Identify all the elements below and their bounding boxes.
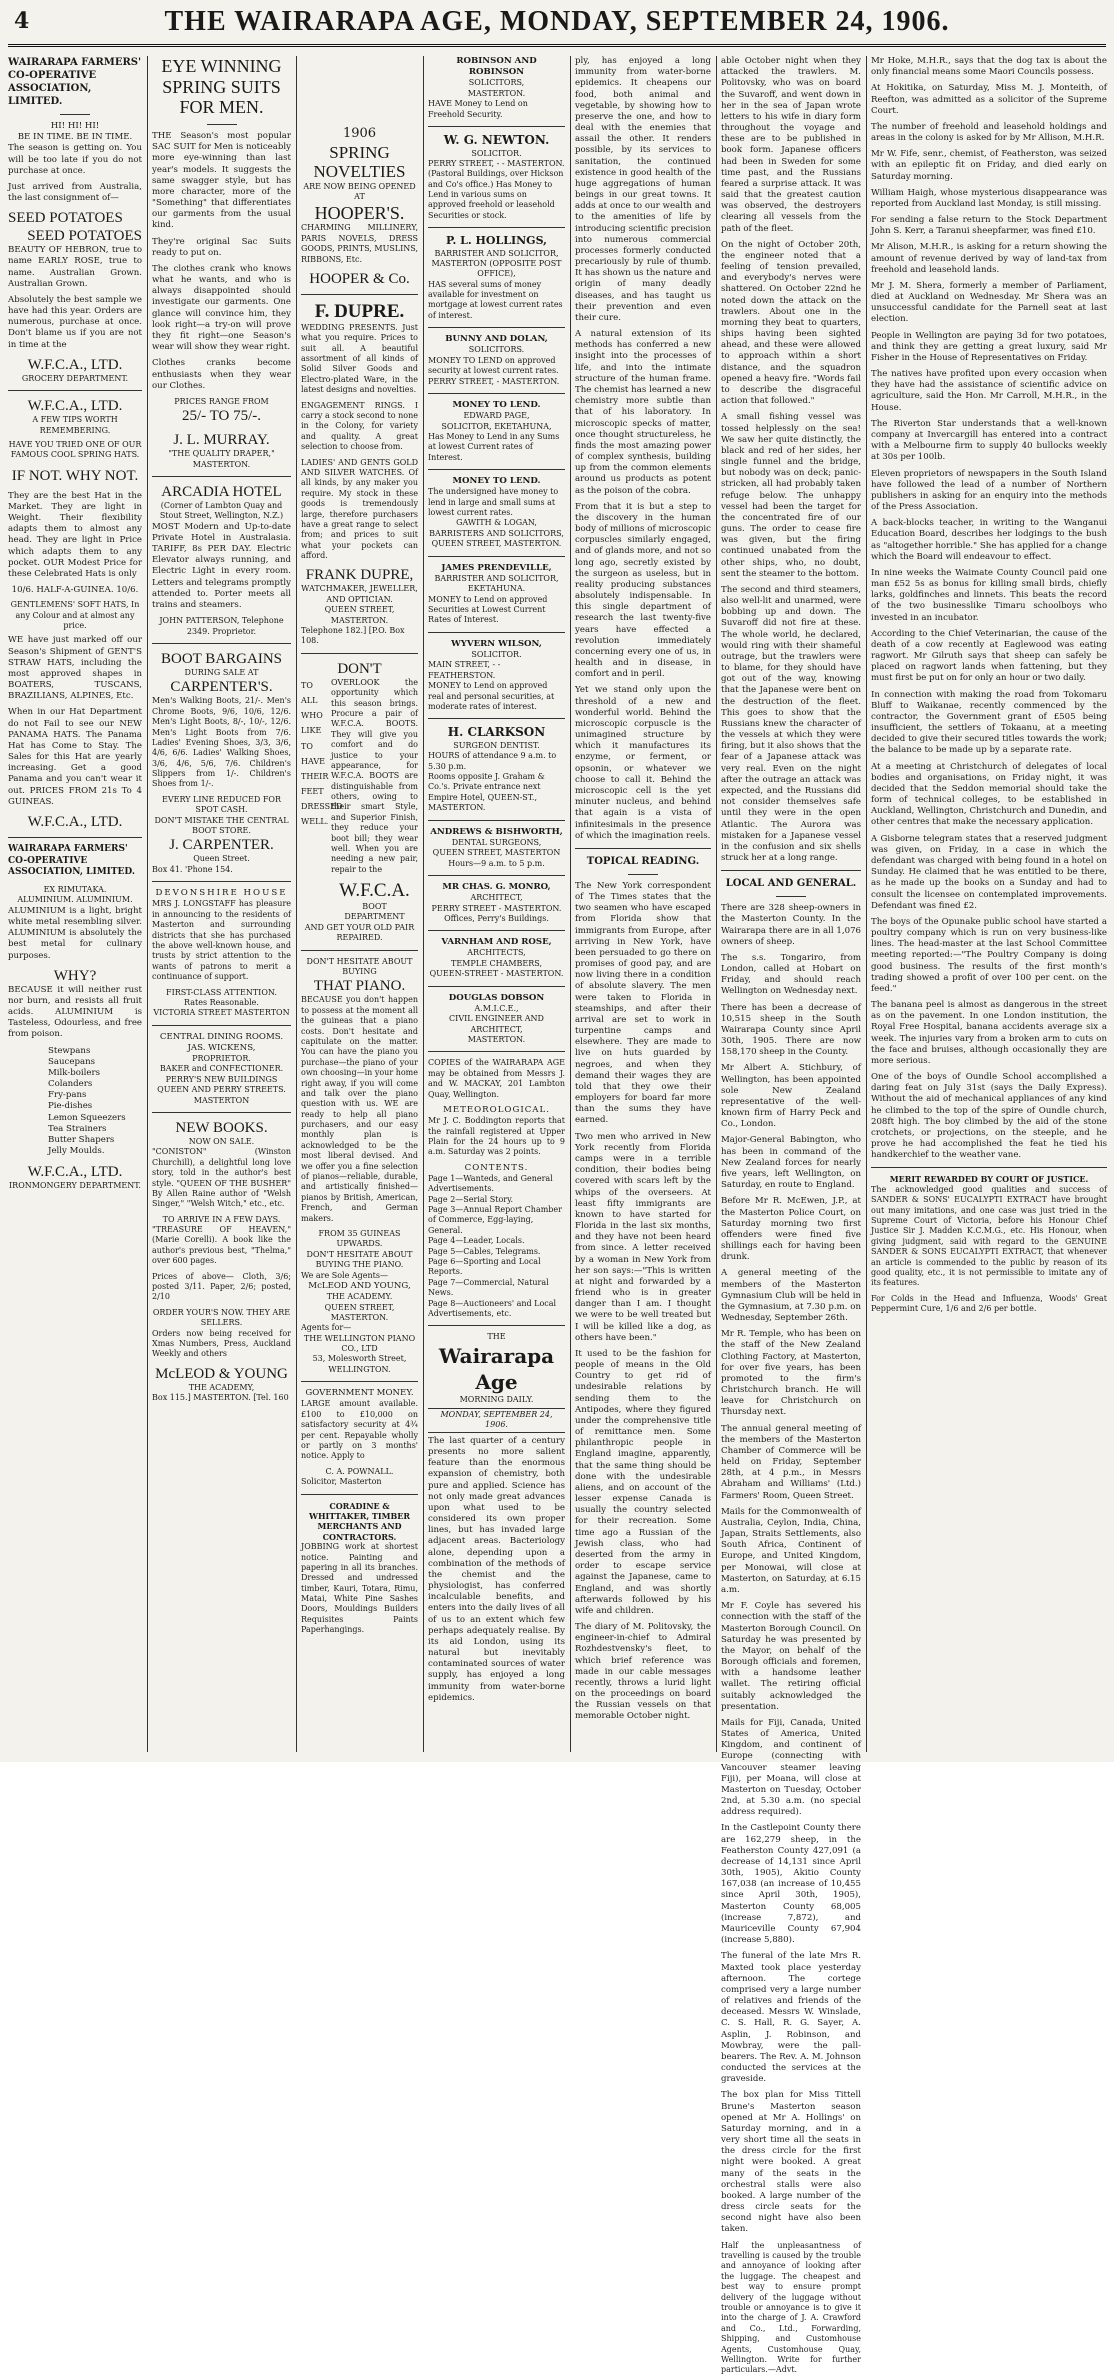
list-item: Page 2—Serial Story. bbox=[428, 1194, 514, 1204]
local-item: Before Mr R. McEwen, J.P., at the Masterton Police Court, on Saturday morning two first offenders were fined five shillings each for having been drunk. bbox=[721, 1196, 861, 1263]
box-tel: Box 115.] MASTERTON. [Tel. 160 bbox=[152, 1393, 289, 1403]
column-6 bbox=[721, 56, 861, 2375]
have-you-tried: HAVE YOU TRIED ONE OF OUR FAMOUS COOL SPRING HATS. bbox=[8, 439, 142, 460]
card-clarkson bbox=[428, 725, 565, 813]
watchmaker: WATCHMAKER, JEWELLER, AND OPTICIAN. bbox=[301, 584, 418, 604]
box-phone: Box 41. 'Phone 154. bbox=[152, 864, 233, 874]
column-divider bbox=[296, 56, 297, 1752]
hi-text: HI! HI! HI! bbox=[50, 121, 100, 131]
local-item: Major-General Babington, who has been in command of the New Zealand forces for nearly five years, left Wellington, on Saturday, en route to England. bbox=[721, 1135, 861, 1191]
card-line: CIVIL ENGINEER AND ARCHITECT, bbox=[449, 1014, 544, 1034]
j-carpenter: J. CARPENTER. bbox=[169, 837, 274, 854]
prices-range: PRICES RANGE FROM bbox=[174, 396, 269, 406]
news-item: The Riverton Star understands that a well-known company at Invercargill has entered into a contract with a Melbourne firm to supply 40 bullocks weekly at 30s per 100lb. bbox=[871, 418, 1107, 463]
seed-potatoes-heading: SEED POTATOES bbox=[8, 210, 123, 227]
masterton: MASTERTON. bbox=[192, 459, 251, 469]
card-line: PERRY STREET - MASTERTON. bbox=[431, 903, 562, 913]
list-item: Page 8—Auctioneers' and Local Advertisements, etc. bbox=[428, 1298, 557, 1318]
card-line: BARRISTERS AND SOLICITORS, QUEEN STREET, MASTERTON. bbox=[429, 528, 564, 549]
boot-bargains: BOOT BARGAINS bbox=[161, 650, 282, 667]
local-item: Mr Albert A. Stichbury, of Wellington, has been appointed sole New Zealand representative of the well-known firm of Harry Peck and Co., London. bbox=[721, 1063, 861, 1130]
card-line: Offices, Perry's Buildings. bbox=[444, 913, 549, 923]
list-item: Tea Strainers bbox=[48, 1123, 107, 1134]
news-item: A back-blocks teacher, in writing to the Wanganui Education Board, describes her lodgings to the bush as "altogether horrible." She has applied for a change which the Board will endeavour to effect. bbox=[871, 518, 1107, 562]
column-7 bbox=[871, 56, 1107, 1752]
card-name: P. L. HOLLINGS, bbox=[446, 234, 547, 248]
card-varnham bbox=[428, 937, 565, 979]
side-word: TO bbox=[301, 741, 313, 751]
every-line: EVERY LINE REDUCED FOR SPOT CASH. bbox=[162, 794, 281, 815]
order-now: ORDER YOUR'S NOW. THEY ARE SELLERS. bbox=[152, 1307, 291, 1328]
list-item: Milk-boilers bbox=[48, 1067, 101, 1078]
if-not-why-not: IF NOT. WHY NOT. bbox=[11, 467, 139, 484]
new-books: NEW BOOKS. bbox=[175, 1119, 268, 1136]
local-item: Half the unpleasantness of travelling is caused by the trouble and annoyance of looking after the luggage. The cheapest and best way to ensure prompt delivery of the luggage without trouble or annoyance is to give it into the charge of J. A. Crawford and Co., Ltd., Forwarding, Shipping, and Customhouse Agents, Customhouse Quay, Wellington. Write for further particulars.—Advt. bbox=[721, 2240, 861, 2375]
article-p3: A small fishing vessel was tossed helplessly on the sea! We saw her quite distinctly, the black and red of her sides, her single funnel and the bridge, but nobody was on deck; panic-stricken, all had probably taken refuge below. The unhappy vessel had been the target for the concentrated fire of our guns. The order to cease fire was given, but the firing continued unabated from the other ships, who, no doubt, sent the steamer to the bottom. bbox=[721, 412, 861, 579]
mcleod-and-young: McLEOD AND YOUNG, bbox=[308, 1280, 411, 1291]
card-line: HOURS of attendance 9 a.m. to 5.30 p.m. bbox=[428, 751, 557, 771]
news-item: Eleven proprietors of newspapers in the South Island have followed the lead of a number of Northern publishers in asking for an enquiry into the methods of the Press Association. bbox=[871, 468, 1107, 513]
news-item: The number of freehold and leasehold holdings and areas in the colony is asked for by Mr Allison, M.H.R. bbox=[871, 121, 1107, 144]
eye-winning-heading: EYE WINNING SPRING SUITS FOR MEN. bbox=[161, 56, 282, 118]
list-item: Page 7—Commercial, Natural News. bbox=[428, 1277, 549, 1298]
card-line: Hours—9 a.m. to 5 p.m. bbox=[448, 858, 545, 868]
page-number: 4 bbox=[14, 8, 30, 34]
arcadia-address: (Corner of Lambton Quay and Stout Street, Wellington, N.Z.) bbox=[159, 501, 284, 521]
card-andrews bbox=[428, 827, 565, 869]
article-p2: On the night of October 20th, the engineer noted that a feeling of tension prevailed, and everybody's nerves were shattered. On October 22nd he noted down the attack on the trawlers. About one in the morning they beat to quarters, ships having been sighted ahead, and these were allowed to approach within a short distance, and the squadron opened a heavy fire. "Words fail to describe the disgraceful action that followed." bbox=[721, 239, 861, 407]
panama-text: When in our Hat Department do not Fail to see our NEW PANAMA HATS. The Panama Hat has Come to Stay. The Sales for this Hat are yearly increasing. Get a good Panama and you can't wear it out. PRICES FROM 21s To 4 GUINEAS. bbox=[8, 707, 142, 807]
leader-date: MONDAY, SEPTEMBER 24, 1906. bbox=[428, 1408, 565, 1433]
wfca-ltd-2: W.F.C.A., LTD. bbox=[27, 398, 123, 415]
boot-dept: BOOT DEPARTMENT bbox=[344, 902, 405, 922]
card-newton bbox=[428, 133, 565, 221]
list-item: Colanders bbox=[48, 1079, 93, 1090]
contents-heading: CONTENTS. bbox=[464, 1162, 529, 1173]
column-2 bbox=[152, 56, 291, 1752]
meteorological: METEOROLOGICAL. bbox=[443, 1104, 550, 1115]
cranks-text: Clothes cranks become enthusiasts when they wear our Clothes. bbox=[152, 358, 291, 391]
news-item: For sending a false return to the Stock Department John S. Kerr, a Taranui sheepfarmer, was fined £10. bbox=[871, 215, 1107, 237]
wfca-ltd-4: W.F.C.A., LTD. bbox=[27, 1164, 123, 1181]
get-repaired: AND GET YOUR OLD PAIR REPAIRED. bbox=[304, 922, 415, 943]
news-item: The boys of the Opunake public school have started a poultry company which is run on very business-like lines. The head-master at the last School Committee meeting reported:—"The Poultry Company is doing good business. The results of the first month's trading showed a profit of over 100 per cent. on the feed." bbox=[871, 916, 1107, 994]
news-item: In nine weeks the Waimate County Council paid one man £52 5s as bonus for killing small birds, chiefly larks, goldfinches and linnets. This beats the record of the two businesslike Timaru schoolboys who invested in an incubator. bbox=[871, 567, 1107, 623]
rates: Rates Reasonable. bbox=[184, 997, 259, 1007]
queen-street: Queen Street. bbox=[193, 854, 250, 864]
card-name: MONEY TO LEND. bbox=[452, 476, 541, 487]
leader-p4: Yet we stand only upon the threshold of a new and wonderful world. Behind the microscopic corpuscle is the unimagined structure by which it manufactures its enzyme, or ferment, or opsonin, or whatever we choose to call it. Behind the microscopic cell is the yet minuter nucleus, and behind that again is a vista of infinitesimals in the presence of which the imagination reels. bbox=[575, 685, 711, 841]
topical-reading: TOPICAL READING. bbox=[586, 855, 700, 867]
the-word: THE bbox=[487, 1332, 506, 1342]
side-words bbox=[301, 678, 343, 923]
molesworth: 53, Molesworth Street, bbox=[312, 1354, 407, 1364]
clothes-text: The clothes crank who knows what he wants, and who is always disappointed should investigate our garments. One glance will convince him, they look right—a try-on will prove they fit right—one Season's wear will show they wear right. bbox=[152, 263, 291, 353]
news-item: At Hokitika, on Saturday, Miss M. J. Monteith, of Reefton, was admitted as a solicitor of the Supreme Court. bbox=[871, 83, 1107, 116]
card-name: JAMES PRENDEVILLE, bbox=[441, 562, 552, 573]
news-item: Mr W. Fife, senr., chemist, of Featherston, was seized with an epileptic fit on Friday, and died early on Saturday morning. bbox=[871, 149, 1107, 182]
card-line: SOLICITOR. bbox=[471, 148, 522, 158]
now-on-sale: NOW ON SALE. bbox=[188, 1136, 255, 1146]
proprietor: PROPRIETOR. bbox=[192, 1054, 251, 1064]
card-line: BARRISTER AND SOLICITOR, bbox=[434, 573, 559, 583]
local-item: There has been a decrease of 10,515 sheep in the South Wairarapa County since April 30th, 1905. There are now 158,170 sheep in the County. bbox=[721, 1002, 861, 1058]
grocery-dept: GROCERY DEPARTMENT. bbox=[21, 373, 129, 383]
prices-above: Prices of above— Cloth, 3/6; posted 3/11. Paper, 2/6; posted, 2/10 bbox=[152, 1271, 291, 1302]
card-line: MASTERTON (OPPOSITE POST OFFICE), bbox=[431, 258, 562, 279]
card-line: Has Money to Lend in any Sums at lowest Current rates of Interest. bbox=[428, 431, 560, 462]
card-line: QUEEN-STREET - MASTERTON. bbox=[429, 969, 564, 979]
original-text: They're original Sac Suits ready to put on. bbox=[152, 236, 291, 258]
news-item: Mr Hoke, M.H.R., says that the dog tax is about the only financial means some Maori Councils possess. bbox=[871, 56, 1107, 78]
from-guineas: FROM 35 GUINEAS UPWARDS. bbox=[318, 1229, 401, 1249]
column-divider bbox=[866, 56, 867, 1752]
column-divider bbox=[147, 56, 148, 1752]
column-3 bbox=[301, 56, 418, 1752]
arcadia-text: MOST Modern and Up-to-date Private Hotel in Australasia. TARIFF, 8s PER DAY. Electric Elevator always running, and Electric Light in every room. Letters and telegrams promptly attended to. Porter meets all trains and steamers. bbox=[152, 521, 291, 610]
card-line: Rooms opposite J. Graham & Co.'s. Private entrance next Empire Hotel, QUEEN-ST., MASTERTON. bbox=[428, 772, 545, 813]
card-name: WYVERN WILSON, bbox=[451, 638, 542, 649]
leader-text: The last quarter of a century presents no more salient feature than the enormous expansion of chemistry, both pure and applied. Science has not only made great advances upon what used to be considered its own proper lines, but has invaded large adjacent areas. Bacteriology alone, depending upon a combination of the methods of the chemist and the physiologist, has conferred incalculable benefits, and enters into the daily lives of all of us to an extent which few perhaps adequately realise. By its aid London, using its natural but inevitably contaminated sources of water supply, has enjoyed a long immunity from water-borne epidemics. bbox=[428, 1435, 565, 1703]
masthead-rule bbox=[8, 44, 1106, 47]
queen-st: QUEEN STREET, MASTERTON. bbox=[324, 605, 395, 625]
local-item: The funeral of the late Mrs R. Maxted took place yesterday afternoon. The cortege comprised very a large number of relatives and friends of the deceased. Messrs W. Winslade, C. S. Hall, R. G. Sayer, A. Asplin, J. Robinson, and Mowbray, were the pall-bearers. The Rev. A. M. Johnson conducted the services at the graveside. bbox=[721, 1951, 861, 2085]
government-money: GOVERNMENT MONEY. bbox=[305, 1388, 414, 1399]
overlook-text: OVERLOOK the opportunity which this season brings. Procure a pair of W.F.C.A. BOOTS. They will give you comfort and do justice to your appearance, for W.F.C.A. BOOTS are distinguishable from others, owing to their smart Style, and Superior Finish, they reduce your boot bill; they wear well. When you are needing a new pair, repair to the bbox=[331, 677, 418, 874]
dont: DON'T bbox=[337, 660, 382, 677]
side-word: HAVE bbox=[301, 756, 325, 766]
first-class: FIRST-CLASS ATTENTION. bbox=[166, 987, 277, 997]
news-item: One of the boys of Oundle School accomplished a daring feat on July 31st (says the Daily Express). Without the aid of mechanical appliances of any kind he climbed to the top of the spire of Oundle church, 208ft high. The boy climbed by the aid of the stone crotchets, or projections, on the steeple, and he prove he had accomplished the feat he tied his handkerchief to the weather vane. bbox=[871, 1072, 1107, 1161]
side-word: WELL. bbox=[301, 817, 329, 827]
local-item: Mails for the Commonwealth of Australia, Ceylon, India, China, Japan, Straits Settlements, also South Africa, Continent of Europe, and United Kingdom, per Monowai, will close at Masterton, on Saturday, at 6.15 a.m. bbox=[721, 1506, 861, 1595]
local-general: LOCAL AND GENERAL. bbox=[725, 878, 857, 890]
ex-rimutaka: EX RIMUTAKA. bbox=[43, 885, 107, 895]
news-item: At a meeting at Christchurch of delegates of local bodies and organisations, on Friday night, it was decided that the Seddon memorial should take the form of technical colleges, to be established in Auckland, Wellington, Christchurch and Dunedin, and other centres that make the necessary application. bbox=[871, 761, 1107, 828]
aluminium-items bbox=[8, 1046, 142, 1158]
card-name: MR CHAS. G. MONRO, bbox=[442, 881, 551, 892]
devonshire-text: MRS J. LONGSTAFF has pleasure in announcing to the residents of Masterton and surrounding districts that she has purchased the above well-known house, and trusts by strict attention to the wants of patrons to merit a continuance of support. bbox=[152, 899, 291, 982]
now-opening: ARE NOW BEING OPENED AT bbox=[303, 181, 416, 202]
eucalypti-text: The acknowledged good qualities and success of SANDER & SONS' EUCALYPTI EXTRACT have brought out many imitations, and one case was just tried in the Supreme Court of Victoria, before his Honour Chief Justice Sir J. Madden K.C.M.G., etc. His Honour, when giving judgment, said with regard to the GENUINE SANDER & SONS EUCALYPTI EXTRACT, that whenever an article is commended to the public by reason of its good quality, etc., it is not permissible to imitate any of its features. bbox=[871, 1184, 1107, 1288]
card-name: W. G. NEWTON. bbox=[443, 132, 550, 147]
season-text: The season is getting on. You will be too late if you do not purchase at once. bbox=[8, 143, 142, 176]
card-line: MAIN STREET, - - FEATHERSTON. bbox=[428, 660, 501, 680]
card-line: PERRY STREET, - - MASTERTON. bbox=[428, 158, 565, 168]
article-p1: able October night when they attacked the trawlers. M. Politovsky, who was on board the Suvaroff, and went down in her in the sea of Japan wrote letters to his wife in diary form throughout the voyage and these are to be published in book form. Japanese officers had been in Sweden for some time past, and the Russians feared a surprise attack. It was said that the greatest caution was observed, the destroyers clearing all vessels from the path of the fleet. bbox=[721, 56, 861, 234]
solicitor: Solicitor, Masterton bbox=[301, 1477, 382, 1487]
during-sale: DURING SALE AT bbox=[184, 667, 259, 677]
card-bunny bbox=[428, 334, 565, 387]
piano-text: BECAUSE you don't happen to possess at the moment all the guineas that a piano costs. Don't hesitate and capitulate on the matter. You can have the piano you purchase—the piano of your own choosing—in your home right away, if you will come and talk over the piano question with us. WE are ready to help all piano purchasers, and our easy monthly plan is acknowledged to be the most liberal devised. And we offer you a fine selection of pianos—reliable, durable, and artistically finished—pianos by British, American, French, and German makers. bbox=[301, 995, 418, 1223]
hooper-co: HOOPER & Co. bbox=[309, 271, 410, 288]
absolutely-text: Absolutely the best sample we have had this year. Orders are numerous, purchase at once. Don't blame us if you are not in time at the bbox=[8, 294, 142, 350]
topical-p4: The diary of M. Politovsky, the engineer-in-chief to Admiral Rozhdestvensky's fleet, to which brief reference was made in our cable messages recently, throws a lurid light on the proceedings on board the Russian vessels on that memorable October night. bbox=[575, 1622, 711, 1722]
card-line: TEMPLE CHAMBERS, bbox=[451, 958, 542, 968]
topical-p1: The New York correspondent of The Times states that the two seamen who have escaped from Florida show that immigrants from Europe, after arriving in New York, have been persuaded to go there on promises of good pay, and are now living there in a condition of absolute slavery. The men were taken to Florida in steamships, and after their arrival are set to work in turpentine camps and elsewhere. They are made to live on huts guarded by negroes, and when they demand their wages they are told that they owe their employers for board far more than the sums they have earned. bbox=[575, 880, 711, 1126]
news-item: The banana peel is almost as dangerous in the street as on the pavement. In one London institution, the Royal Free Hospital, banana accidents average six a week. The injuries vary from a broken arm to cuts on the face and bruises, although occasionally they are more serious. bbox=[871, 1000, 1107, 1066]
card-line: SURGEON DENTIST. bbox=[453, 740, 540, 750]
leader-p1: ply, has enjoyed a long immunity from water-borne epidemics. It cheapens our food, both animal and vegetable, by showing how to preserve the one, and how to deal with the enemies that assail the other. It renders possible, by its services to sanitation, the continued existence in good health of the huge aggregations of human beings in our great towns. It adds at once to our wealth and to the amenities of life by introducing scientific precision into numerous commercial processes formerly conducted precariously by rule of thumb. It has shown us the nature and origin of many deadly diseases, and has taught us their prevention and even their cure. bbox=[575, 56, 711, 323]
card-prendeville bbox=[428, 563, 565, 626]
card-line: HAS several sums of money available for investment on mortgage at lowest current rates of interest. bbox=[428, 279, 563, 320]
leader-p2: A natural extension of its methods has conferred a new insight into the processes of life, and into the intimate structure of the human frame. The chemist has learned a new chemistry more subtle than that of his laboratory. In microscopic specks of matter, once thought structureless, he finds the most amazing power of complex synthesis, building up from the common elements around us products as potent as the poison of the cobra. bbox=[575, 329, 711, 496]
wellington-piano: THE WELLINGTON PIANO CO., LTD bbox=[303, 1333, 416, 1354]
list-item: Page 6—Sporting and Local Reports. bbox=[428, 1256, 541, 1277]
side-word: TO bbox=[301, 680, 313, 690]
news-item: Mr J. M. Shera, formerly a member of Parliament, died at Auckland on Wednesday. Mr Shera was an unsuccessful candidate for the Parnell seat at last election. bbox=[871, 280, 1107, 325]
agents-for: Agents for— bbox=[301, 1323, 352, 1333]
wfca-ltd: W.F.C.A., LTD. bbox=[27, 356, 123, 373]
card-line: QUEEN STREET, MASTERTON bbox=[432, 848, 561, 858]
news-item: In connection with making the road from Tokomaru Bluff to Waikanae, recently commenced by the contractor, the Government grant of £505 being insufficient, the settlers of Tokaanu, at a meeting decided to give their secured titles towards the work; the balance to be made up by a separate rate. bbox=[871, 689, 1107, 756]
dont-mistake: DON'T MISTAKE THE CENTRAL BOOT STORE. bbox=[154, 815, 289, 836]
card-line: The undersigned have money to lend in large and small sums at lowest current rates. bbox=[428, 487, 559, 518]
be-in-time: BE IN TIME. BE IN TIME. bbox=[17, 132, 133, 143]
millinery: CHARMING MILLINERY, PARIS NOVELS, DRESS GOODS, PRINTS, MUSLINS, RIBBONS, Etc. bbox=[301, 223, 419, 264]
column-divider bbox=[423, 56, 424, 1752]
side-word: FEET bbox=[301, 787, 324, 797]
card-line: SOLICITOR, EKETAHUNA, bbox=[441, 421, 552, 431]
pownall: C. A. POWNALL. bbox=[325, 1466, 394, 1476]
queen-perry: QUEEN AND PERRY STREETS. bbox=[157, 1085, 286, 1095]
side-word: DRESSED bbox=[301, 802, 343, 812]
wfca-ltd-3: W.F.C.A., LTD. bbox=[27, 814, 123, 830]
column-divider bbox=[716, 56, 717, 1752]
local-item: The s.s. Tongariro, from London, called at Hobart on Friday, and should reach Wellington on Wednesday next. bbox=[721, 952, 861, 997]
wickens: JAS. WICKENS, bbox=[187, 1042, 256, 1053]
card-line: DENTAL SURGEONS, bbox=[451, 837, 542, 847]
news-item: People in Wellington are paying 3d for two potatoes, and think they are getting a great luxury, said Mr Fisher in the House of Representatives on Friday. bbox=[871, 330, 1107, 363]
card-line: EKETAHUNA. bbox=[467, 584, 526, 594]
half-guinea: 10/6. HALF-A-GUINEA. 10/6. bbox=[11, 585, 139, 596]
card-line: A.M.I.C.E., bbox=[474, 1003, 519, 1013]
list-item: Fry-pans bbox=[48, 1090, 87, 1101]
topical-p3: It used to be the fashion for people of means in the Old Country to get rid of undesirable relations by sending them to the Antipodes, where they figured under the comprehensive title of remittance men. Some philanthropic people in England imagine, apparently, that the same thing should be done with the undesirable aliens, and on account of the lesser expense Canada is usually the country selected for their recreation. Some time ago a Russian of the Jewish class, who had deserted from the army in order to escape service against the Japanese, came to England, and was shortly afterwards followed by his wife and children. bbox=[575, 1348, 711, 1616]
dont-hesitate: DON'T HESITATE ABOUT BUYING bbox=[306, 956, 413, 977]
baker: BAKER and CONFECTIONER. bbox=[159, 1064, 284, 1074]
card-line: MONEY to Lend on approved Securities at Lowest Current Rates of Interest. bbox=[428, 594, 548, 625]
card-dobson bbox=[428, 993, 565, 1046]
murray-name: J. L. MURRAY. bbox=[173, 432, 270, 449]
arrived-text: Just arrived from Australia, the last consignment of— bbox=[8, 181, 142, 204]
dont-hesitate-2: DON'T HESITATE ABOUT BUYING THE PIANO. bbox=[306, 1249, 413, 1270]
column-1 bbox=[8, 56, 142, 1752]
aluminium-heading: ALUMINIUM. ALUMINIUM. bbox=[17, 895, 133, 905]
leader-p3: From that it is but a step to the discovery in the human body of millions of microscopic corpuscles similarly engaged, and of glands more, and not so long ago, secretly existed by the surgeon as useless, but in reality producing substances absolutely indispensable. In this single department of research the last twenty-five years have effected a revolution immediately concerning every one of us, in health and in disease, in comfort and in peril. bbox=[575, 501, 711, 680]
morning-daily: MORNING DAILY. bbox=[459, 1394, 534, 1404]
card-name: ANDREWS & BISHWORTH, bbox=[430, 826, 563, 837]
ad-wfca-header-2: WAIRARAPA FARMERS' CO-OPERATIVE ASSOCIATION, LIMITED. bbox=[8, 844, 136, 878]
card-line: EDWARD PAGE, bbox=[463, 411, 530, 421]
list-item: Page 3—Annual Report Chamber of Commerce, Egg-laying, General. bbox=[428, 1205, 562, 1235]
card-name: MONEY TO LEND. bbox=[452, 400, 541, 410]
suit-text: THE Season's most popular SAC SUIT for Men is noticeably more eye-winning than last year's models. It suggests the same swagger style, but has more character, more of the "Something" that differentiates our garments from the usual kind. bbox=[152, 131, 291, 231]
jobbing-text: JOBBING work at shortest notice. Painting and papering in all its branches. Dressed and undressed timber, Kauri, Totara, Rimu, Matai, White Pine Sashes Doors, Mouldings Builders Requisites Paints Paperhangings. bbox=[301, 1542, 418, 1635]
because-text: BECAUSE it will neither rust nor burn, and resists all fruit acids. ALUMINIUM is Tasteless, Odourless, and free from poison. bbox=[8, 984, 142, 1040]
price-range-value: 25/- TO 75/-. bbox=[181, 408, 262, 425]
aluminium-text: ALUMINIUM is a light, bright white metal resembling silver. ALUMINIUM is absolutely the best metal for culinary purposes. bbox=[8, 905, 142, 961]
straw-hats-text: WE have just marked off our Season's Shipment of GENT'S STRAW HATS, including the most approved shapes in BOATERS, TUSCANS, BRAZILIANS, ALPINES, Etc. bbox=[8, 635, 142, 702]
year: 1906 bbox=[342, 126, 377, 141]
card-line: ARCHITECT, bbox=[470, 893, 523, 903]
quality-draper: "THE QUALITY DRAPER," bbox=[168, 449, 275, 459]
card-line: (Pastoral Buildings, over Hickson and Co's office.) Has Money to Lend in various sums on approved freehold or leasehold Securities or stock. bbox=[428, 169, 564, 220]
masthead bbox=[0, 0, 1114, 50]
academy: THE ACADEMY, bbox=[188, 1382, 255, 1392]
list-item: Stewpans bbox=[48, 1045, 91, 1056]
dont-ad bbox=[301, 678, 418, 923]
copies-text: COPIES of the WAIRARAPA AGE may be obtained from Messrs J. and W. MACKAY, 201 Lambton Quay, Wellington. bbox=[428, 1058, 565, 1099]
central-dining: CENTRAL DINING ROOMS. bbox=[159, 1031, 284, 1042]
local-item: Mr R. Temple, who has been on the staff of the New Zealand Clothing Factory, at Masterton, for over five years, has been promoted to the firm's Christchurch branch. He will leave for Christchurch on Thursday next. bbox=[721, 1329, 861, 1418]
ironmongery: IRONMONGERY DEPARTMENT. bbox=[9, 1181, 141, 1191]
wedding-text: WEDDING PRESENTS. Just what you require. Prices to suit all. A beautiful assortment of all kinds of Solid Silver Goods and Electro-plated Ware, in the latest designs and novelties. bbox=[301, 322, 418, 395]
local-item: A general meeting of the members of the Masterton Gymnasium Club will be held in the Gymnasium, at 7.30 p.m. on Wednesday, September 26th. bbox=[721, 1268, 861, 1324]
news-item: A Gisborne telegram states that a reserved judgment was given, on Friday, in a case in which the defendant was charged with being found in a hotel on Sunday. He claimed that he was entitled to be there, as he made up the books on a Sunday and had to consult the licensee on contemplated improvements. Defendant was fined £2. bbox=[871, 833, 1107, 911]
column-5 bbox=[575, 56, 711, 1752]
side-word: LIKE bbox=[301, 726, 322, 736]
gents-hats: GENTLEMENS' SOFT HATS, In any Colour and at almost any price. bbox=[10, 600, 140, 631]
list-item: Saucepans bbox=[48, 1056, 96, 1067]
card-robinson bbox=[428, 56, 565, 120]
hoopers: HOOPER'S. bbox=[314, 202, 405, 223]
seed-potatoes-heading-2: SEED POTATOES bbox=[27, 228, 142, 245]
watches-text: LADIES' AND GENTS GOLD AND SILVER WATCHES. Of all kinds, by any maker you require. My stock in these goods is tremendously large, therefore purchasers have a great range to select from; and prices to suit what your pockets can afford. bbox=[301, 457, 418, 561]
the-academy: THE ACADEMY. bbox=[326, 1292, 393, 1302]
queen-st-2: QUEEN STREET, MASTERTON. bbox=[324, 1302, 395, 1322]
hat-text: They are the best Hat in the Market. They are light in Weight. Their flexibility adapts them to almost any head. They are light in Price which adapts them to any pocket. OUR Modest Price for these Celebrated Hats is only bbox=[8, 490, 142, 579]
card-line: SOLICITOR. bbox=[471, 649, 522, 659]
card-line: GAWITH & LOGAN, bbox=[456, 518, 537, 528]
sole-agents: We are Sole Agents— bbox=[301, 1270, 388, 1280]
card-line: MONEY TO LEND on approved security at lowest current rates. bbox=[428, 355, 559, 376]
patterson: JOHN PATTERSON, Telephone 2349. Proprietor. bbox=[159, 616, 284, 636]
side-word: WHO bbox=[301, 711, 323, 721]
card-hollings bbox=[428, 234, 565, 321]
card-name: H. CLARKSON bbox=[447, 725, 546, 740]
card-line: SOLICITORS. bbox=[468, 345, 525, 355]
news-item: William Haigh, whose mysterious disappearance was reported from Auckland last Monday, is still missing. bbox=[871, 187, 1107, 209]
local-item: Mr F. Coyle has severed his connection with the staff of the Masterton Borough Council. On Saturday he was presented by the Mayor, on behalf of the Borough officials and foremen, with a handsome leather wallet. The retiring official suitably acknowledged the presentation. bbox=[721, 1601, 861, 1712]
mcleod-young: McLEOD & YOUNG bbox=[155, 1365, 288, 1382]
wairarapa-age-logo: Wairarapa Age bbox=[438, 1343, 555, 1394]
local-item: In the Castlepoint County there are 162,279 sheep, in the Featherston County 427,091 (a decrease of 14,131 since April 30th, 1905), Akitio County 167,038 (an increase of 10,455 since April 30th, 1905), Masterton County 68,005 (increase 7,872), and Mauriceville County 67,904 (increase 5,880). bbox=[721, 1823, 861, 1946]
local-item: The box plan for Miss Tittell Brune's Masterton season opened at Mr A. Hollings' on Saturday morning, and in a very short time all the seats in the dress circle for the first night were booked. A great many of the seats in the orchestral stalls were also booked. A large number of the dress circle seats for the second night have also been taken. bbox=[721, 2090, 861, 2235]
colds-text: For Colds in the Head and Influenza, Woods' Great Peppermint Cure, 1/6 and 2/6 per bottle. bbox=[871, 1293, 1107, 1314]
carpenters: CARPENTER'S. bbox=[170, 679, 273, 696]
list-item: Butter Shapers bbox=[48, 1134, 115, 1145]
spring-novelties: SPRING NOVELTIES bbox=[313, 142, 406, 182]
wellington: WELLINGTON. bbox=[328, 1364, 391, 1374]
contents-list bbox=[428, 1174, 565, 1319]
card-line: SOLICITORS, bbox=[468, 78, 525, 88]
card-monro bbox=[428, 882, 565, 924]
column-divider bbox=[570, 56, 571, 1752]
wfca: W.F.C.A. bbox=[339, 880, 410, 902]
local-item: Mails for Fiji, Canada, United States of America, United Kingdom, and continent of Europe (connecting with Vancouver steamer leaving Fiji), per Moana, will close at Masterton on Tuesday, October 2nd, at 5.30 a.m. (no special address required). bbox=[721, 1717, 861, 1818]
local-item: There are 328 sheep-owners in the Masterton County. In the Wairarapa there are in all 1,076 owners of sheep. bbox=[721, 903, 861, 947]
why-heading: WHY? bbox=[53, 967, 97, 984]
arcadia-hotel: ARCADIA HOTEL bbox=[161, 484, 282, 501]
news-item: Mr Alison, M.H.R., is asking for a return showing the amount of revenue derived by way of land-tax from freehold and leasehold lands. bbox=[871, 242, 1107, 275]
card-name: BUNNY AND DOLAN, bbox=[445, 334, 548, 345]
card-line: ARCHITECTS, bbox=[467, 948, 526, 958]
column-4 bbox=[428, 56, 565, 1752]
card-name: VARNHAM AND ROSE, bbox=[441, 937, 552, 948]
news-item: The natives have profited upon every occasion when they have had the assistance of scientific advice on agriculture, said the Hon. Mr Carroll, M.H.R., in the House. bbox=[871, 369, 1107, 413]
list-item: Page 1—Wanteds, and General Advertisements. bbox=[428, 1173, 553, 1194]
card-wilson bbox=[428, 639, 565, 713]
perrys: PERRY'S NEW BUILDINGS bbox=[165, 1074, 278, 1084]
card-page bbox=[428, 400, 565, 463]
devonshire-house: DEVONSHIRE HOUSE bbox=[155, 888, 288, 899]
that-piano: THAT PIANO. bbox=[313, 978, 406, 995]
beauty-text: BEAUTY OF HEBRON, true to name EARLY ROSE, true to name. Australian Grown. Australian Grown. bbox=[8, 245, 142, 289]
masterton-2: MASTERTON bbox=[193, 1095, 250, 1105]
ad-wfca-header: WAIRARAPA FARMERS' CO-OPERATIVE ASSOCIATION, LIMITED. bbox=[8, 57, 142, 107]
card-gawith bbox=[428, 476, 565, 550]
meteo-text: Mr J. C. Boddington reports that the rainfall registered at Upper Plain for the 24 hours up to 9 a.m. Saturday was 2 points. bbox=[428, 1116, 565, 1157]
card-name: ROBINSON AND ROBINSON bbox=[456, 56, 537, 78]
victoria-street: VICTORIA STREET MASTERTON bbox=[153, 1008, 290, 1018]
merit-rewarded: MERIT REWARDED BY COURT OF JUSTICE. bbox=[889, 1174, 1089, 1185]
list-item: Page 4—Leader, Locals. bbox=[428, 1236, 525, 1246]
card-line: BARRISTER AND SOLICITOR, bbox=[434, 248, 559, 258]
side-word: THEIR bbox=[301, 771, 329, 781]
card-line: PERRY STREET, - MASTERTON. bbox=[428, 376, 560, 386]
gov-text: LARGE amount available. £100 to £10,000 on satisfactory security at 4¾ per cent. Repayable wholly or partly on 3 months' notice. Apply to bbox=[301, 1399, 418, 1461]
coradine: CORADINE & WHITTAKER, TIMBER MERCHANTS AND CONTRACTORS. bbox=[308, 1500, 410, 1542]
few-tips: A FEW TIPS WORTH REMEMBERING. bbox=[32, 415, 118, 435]
card-name: DOUGLAS DOBSON bbox=[448, 992, 545, 1003]
news-item: According to the Chief Veterinarian, the cause of the death of a cow recently at Eaglewood was eating ragwort. Mr Gilruth says that sheep can safely be placed on ragwort lands when fattening, but they must first be put on for only an hour or two daily. bbox=[871, 628, 1107, 684]
side-word: ALL bbox=[301, 695, 318, 705]
telephone: Telephone 182.] [P.O. Box 108. bbox=[301, 626, 405, 646]
xmas-text: Orders now being received for Xmas Numbers, Press, Auckland Weekly and others bbox=[152, 1328, 291, 1359]
books-text: "CONISTON" (Winston Churchill), a delightful long love story, told in the author's best style. "QUEEN OF THE BUSHER" By Allen Raine author of "Welsh Singer," "Welsh Witch," etc., etc. bbox=[152, 1147, 291, 1209]
frank-dupre: FRANK DUPRE, bbox=[305, 567, 414, 584]
to-arrive: TO ARRIVE IN A FEW DAYS. bbox=[162, 1214, 281, 1224]
list-item: Lemon Squeezers bbox=[48, 1112, 126, 1123]
engagement-text: ENGAGEMENT RINGS. I carry a stock second to none in the Colony, for variety and quality. A great selection to choose from. bbox=[301, 400, 418, 452]
card-line: MASTERTON. bbox=[467, 88, 526, 98]
card-line: HAVE Money to Lend on Freehold Security. bbox=[428, 99, 528, 119]
list-item: Page 5—Cables, Telegrams. bbox=[428, 1246, 541, 1256]
f-dupre: F. DUPRE. bbox=[314, 301, 405, 323]
topical-p2: Two men who arrived in New York recently from Florida camps were in a terrible condition, their bodies being covered with scars left by the whips of the overseers. At least fifty immigrants are known to have started for Florida in the last six months, and they have not been heard from since. A letter received by a woman in New York from her son says:—"This is written at night and forwarded by a friend who is in greater danger than I am. I thought we were to be well treated but I will be killed like a dog, as others have been." bbox=[575, 1131, 711, 1343]
card-line: MONEY to Lend on approved real and personal securities, at moderate rates of interest. bbox=[428, 681, 555, 711]
card-line: MASTERTON. bbox=[467, 1034, 526, 1044]
local-item: The annual general meeting of the members of the Masterton Chamber of Commerce will be held on Friday, September 28th, at 4 p.m., in Messrs Abraham and Williams' (Ltd.) Farmers' Room, Queen Street. bbox=[721, 1423, 861, 1501]
article-p4: The second and third steamers, also well-lit and unarmed, were bobbing up and down. The Suvaroff did not fire at these. The whole world, he declared, would ring with their shameful outrage, but the trawlers were to blame, for they should have got out of the way, knowing that the Japanese were bent on the destruction of the fleet. This goes to show that the Russians knew the character of the vessels at which they were firing, but it also shows that the fear of a Japanese attack was very real. Even on the night after the outrage an attack was expected, and the Russians did not consider themselves safe until they were in the open Atlantic. The Aurora was mistaken for a Japanese vessel in the confusion and six shells struck her at a long range. bbox=[721, 584, 861, 864]
newspaper-title: THE WAIRARAPA AGE, MONDAY, SEPTEMBER 24, 1906. bbox=[164, 6, 950, 37]
list-item: Pie-dishes bbox=[48, 1101, 93, 1112]
list-item: Jelly Moulds. bbox=[48, 1146, 105, 1157]
heaven-text: "TREASURE OF HEAVEN," (Marie Corelli). A book like the author's previous best, "Thelma," over 600 pages. bbox=[152, 1225, 291, 1266]
boot-list: Men's Walking Boots, 21/-. Men's Chrome Boots, 9/6, 10/6, 12/6. Men's Light Boots, 8/-, 10/-, 12/6. Men's Light Boots from 7/6. Ladies' Evening Shoes, 3/3, 3/6, 4/6, 6/6. Ladies' Walking Shoes, 3/6, 4/6, 5/6, 7/6. Children's Slippers from 1/-. Children's Shoes from 1/-. bbox=[152, 696, 291, 789]
